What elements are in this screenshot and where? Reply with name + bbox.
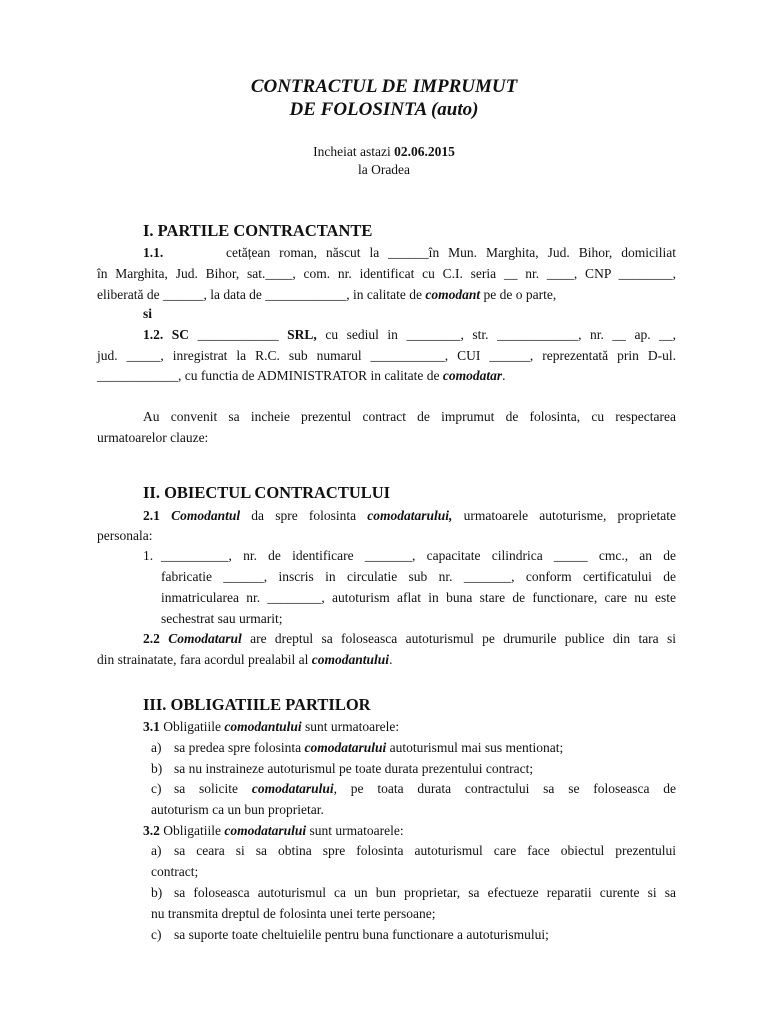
item-c2-label: c) <box>151 927 162 942</box>
item-b-label: b) <box>151 761 163 776</box>
item-c-text: sa solicite comodatarului, pe toata durata contractului sa se foloseasca de <box>174 781 676 796</box>
contract-date: 02.06.2015 <box>394 144 455 159</box>
clause-1-2-line1: 1.2. SC ____________ SRL, cu sediul in ________, str. ____________, nr. __ ap. __, <box>143 327 676 342</box>
item-c-label: c) <box>151 781 162 796</box>
item-a2-label: a) <box>151 843 162 858</box>
concluded-date-line: Incheiat astazi 02.06.2015 <box>313 144 455 159</box>
item-c2-text: sa suporte toate cheltuielile pentru buna functionare a autoturismului; <box>174 927 549 942</box>
item-1-line1: __________, nr. de identificare _______, capacitate cilindrica _____ cmc., an de <box>161 548 676 563</box>
clause-1-1-line1: cetățean roman, născut la ______în Mun. Marghita, Jud. Bihor, domiciliat <box>226 245 676 260</box>
item-1-line3: inmatricularea nr. ________, autoturism aflat in buna stare de functionare, care nu este <box>161 590 676 605</box>
document-title-line1: CONTRACTUL DE IMPRUMUT <box>250 76 518 97</box>
clause-3-2: 3.2 Obligatiile comodatarului sunt urmatoarele: <box>143 823 404 838</box>
clause-1-1-line2: în Marghita, Jud. Bihor, sat.____, com. nr. identificat cu C.I. seria __ nr. ____, CNP ________, <box>97 266 676 281</box>
clause-2-2-line1: 2.2 Comodatarul are dreptul sa foloseasca autoturismul pe drumurile publice din tara si <box>143 631 677 646</box>
item-1-line2: fabricatie ______, inscris in circulatie sub nr. _______, conform certificatului de <box>161 569 676 584</box>
item-a-label: a) <box>151 740 162 755</box>
item-b2-label: b) <box>151 885 163 900</box>
intro-paragraph-line2: urmatoarelor clauze: <box>97 430 209 445</box>
item-a-text: sa predea spre folosinta comodatarului autoturismul mai sus mentionat; <box>174 740 564 755</box>
item-b-text: sa nu instraineze autoturismul pe toate durata prezentului contract; <box>174 761 534 776</box>
clause-3-1: 3.1 Obligatiile comodantului sunt urmatoarele: <box>143 719 400 734</box>
item-1-number: 1. <box>143 548 154 563</box>
item-b2-text: sa foloseasca autoturismul ca un bun proprietar, sa efectueze reparatii curente si sa <box>174 885 676 900</box>
clause-2-1-line1: 2.1 Comodantul da spre folosinta comodatarului, urmatoarele autoturisme, proprietate <box>143 508 676 523</box>
document-title-line2: DE FOLOSINTA (auto) <box>289 99 479 120</box>
item-c-line2: autoturism ca un bun proprietar. <box>151 802 324 817</box>
clause-2-1-line2: personala: <box>97 528 153 543</box>
clause-1-1-line3: eliberată de ______, la data de ____________, in calitate de comodant pe de o parte, <box>97 287 557 302</box>
item-b2-line2: nu transmita dreptul de folosinta unei terte persoane; <box>151 906 436 921</box>
section-heading-object: II. OBIECTUL CONTRACTULUI <box>143 483 391 502</box>
contract-place: la Oradea <box>357 162 411 177</box>
section-heading-obligations: III. OBLIGATIILE PARTILOR <box>143 695 371 714</box>
item-a2-line2: contract; <box>151 864 199 879</box>
clause-1-2-line2: jud. _____, inregistrat la R.C. sub numarul ___________, CUI ______, reprezentată prin D-ul. <box>97 348 676 363</box>
item-a2-text: sa ceara si sa obtina spre folosinta autoturismul care face obiectul prezentului <box>174 843 676 858</box>
comodatar-term: comodatar <box>442 368 503 383</box>
clause-1-1-number: 1.1. <box>143 245 164 260</box>
item-1-line4: sechestrat sau urmarit; <box>161 611 283 626</box>
comodant-term: comodant <box>425 287 481 302</box>
section-heading-parties: I. PARTILE CONTRACTANTE <box>143 221 373 240</box>
clause-1-2-line3: ____________, cu functia de ADMINISTRATOR in calitate de comodatar. <box>97 368 506 383</box>
and-conjunction: si <box>143 306 153 321</box>
clause-2-2-line2: din strainatate, fara acordul prealabil al comodantului. <box>97 652 393 667</box>
intro-paragraph-line1: Au convenit sa incheie prezentul contract de imprumut de folosinta, cu respectarea <box>143 409 676 424</box>
